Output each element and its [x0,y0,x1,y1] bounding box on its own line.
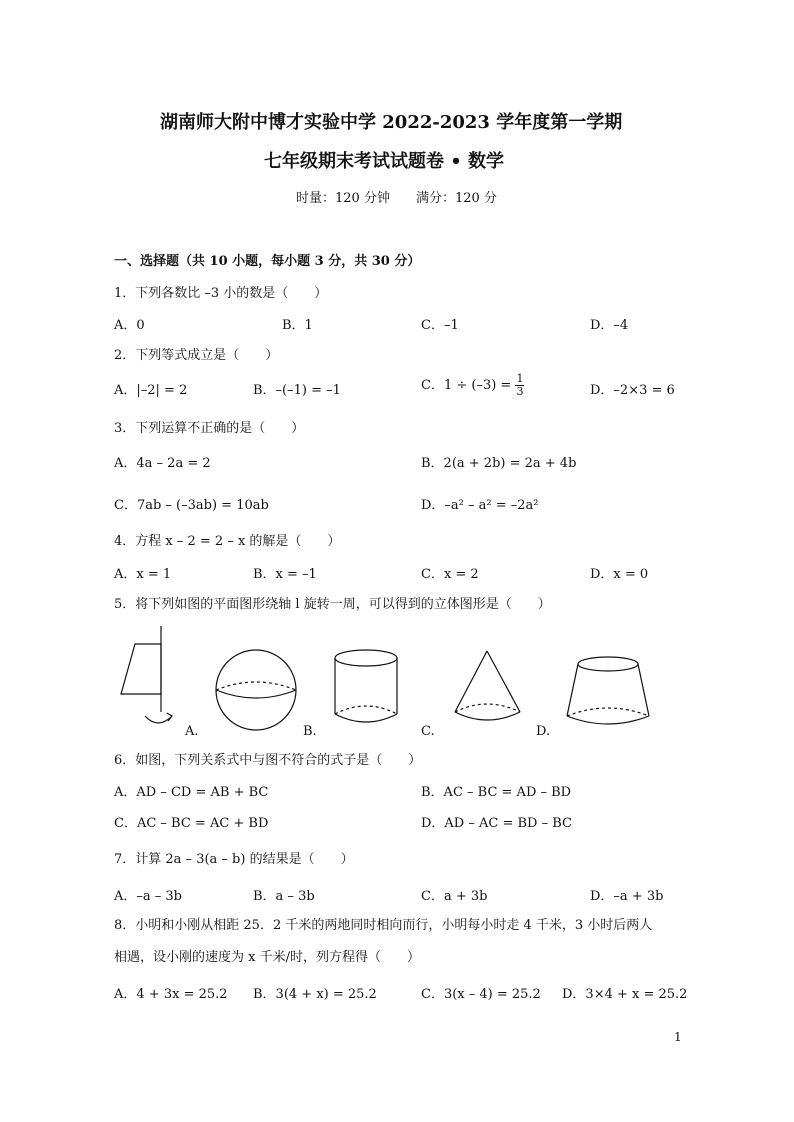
q2-option-c-text: C．1 ÷ (–3) = [421,378,516,393]
trapezoid-figure [121,626,172,723]
q3-option-d: D．–a² – a² = –2a² [421,498,539,513]
q6-option-d: D．AD – AC = BD – BC [421,816,572,831]
fraction-denominator: 3 [516,385,524,398]
q4-option-d: D．x = 0 [590,567,649,582]
question-8-stem-line1: 8．小明和小刚从相距 25．2 千米的两地同时相向而行，小明每小时走 4 千米，3 小时后两人 [114,918,653,933]
q7-option-a: A．–a – 3b [114,889,182,904]
question-5-stem: 5．将下列如图的平面图形绕轴 l 旋转一周，可以得到的立体图形是（ ） [114,597,551,612]
q3-option-b: B．2(a + 2b) = 2a + 4b [421,456,577,471]
q2-option-a: A．|–2| = 2 [114,383,188,398]
q2-option-d: D．–2×3 = 6 [590,383,675,398]
question-6-stem: 6．如图，下列关系式中与图不符合的式子是（ ） [114,753,422,768]
q7-option-d: D．–a + 3b [590,889,664,904]
q4-option-a: A．x = 1 [114,567,172,582]
q7-option-c: C．a + 3b [421,889,488,904]
q1-option-c: C．–1 [421,318,459,333]
q3-option-c: C．7ab – (–3ab) = 10ab [114,498,269,513]
question-1-stem: 1．下列各数比 –3 小的数是（ ） [114,286,328,301]
question-7-stem: 7．计算 2a – 3(a – b) 的结果是（ ） [114,852,354,867]
question-2-stem: 2．下列等式成立是（ ） [114,348,279,363]
q5-option-d: D. [536,724,551,739]
q8-option-b: B．3(4 + x) = 25.2 [253,987,377,1002]
q1-option-b: B．1 [282,318,313,333]
q5-option-b: B. [303,724,317,739]
question-4-stem: 4．方程 x – 2 = 2 – x 的解是（ ） [114,534,341,549]
question-3-stem: 3．下列运算不正确的是（ ） [114,421,305,436]
q4-option-c: C．x = 2 [421,567,479,582]
frustum-figure [567,657,649,724]
exam-meta: 时量：120 分钟 满分：120 分 [296,191,497,206]
fraction-numerator: 1 [516,372,524,385]
page-subtitle: 七年级期末考试试题卷 • 数学 [264,151,505,172]
q8-option-c: C．3(x – 4) = 25.2 [421,987,541,1002]
sphere-figure [216,650,296,730]
cone-figure [455,651,520,720]
section-heading: 一、选择题（共 10 小题，每小题 3 分，共 30 分） [114,254,421,269]
question-8-stem-line2: 相遇，设小刚的速度为 x 千米/时，列方程得（ ） [114,950,420,965]
q1-option-d: D．–4 [590,318,629,333]
q3-option-a: A．4a – 2a = 2 [114,456,211,471]
q8-option-d: D．3×4 + x = 25.2 [562,987,688,1002]
q5-option-c: C. [421,724,435,739]
page-number: 1 [674,1030,682,1044]
q6-option-a: A．AD – CD = AB + BC [114,785,269,800]
page-title: 湖南师大附中博才实验中学 2022-2023 学年度第一学期 [160,112,623,133]
q1-option-a: A．0 [114,318,145,333]
q8-option-a: A．4 + 3x = 25.2 [114,987,228,1002]
q5-option-a: A. [185,724,199,739]
cylinder-figure [335,650,397,722]
q4-option-b: B．x = –1 [253,567,317,582]
q6-option-b: B．AC – BC = AD – BD [421,785,572,800]
q6-option-c: C．AC – BC = AC + BD [114,816,269,831]
q7-option-b: B．a – 3b [253,889,315,904]
q2-option-b: B．–(–1) = –1 [253,383,341,398]
